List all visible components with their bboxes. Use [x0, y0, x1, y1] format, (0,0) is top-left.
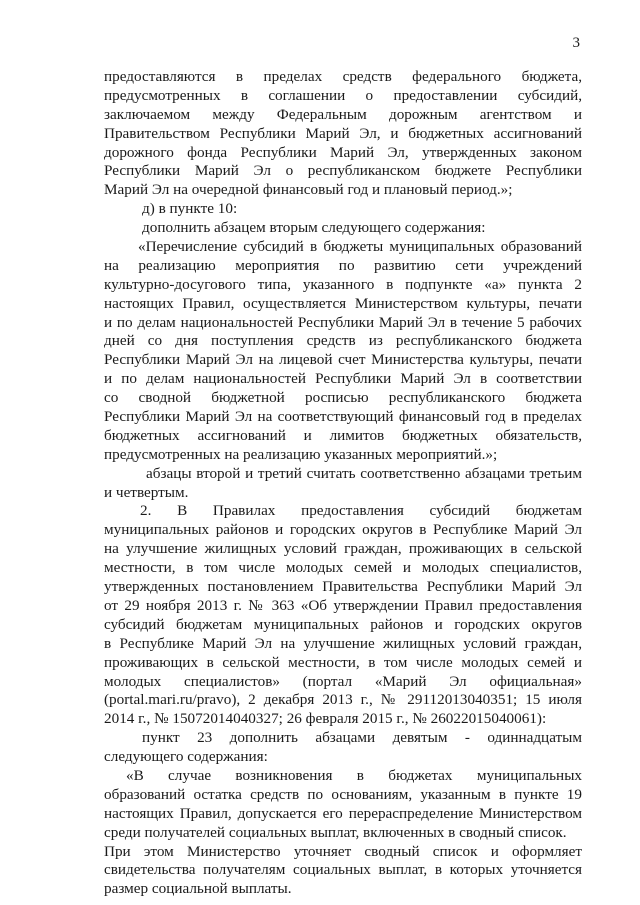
text-line: д) в пункте 10:: [142, 200, 238, 218]
text-line: настоящих Правил, допускается его перераспределение Министерством: [104, 804, 582, 822]
text-line: размер социальной выплаты.: [104, 880, 292, 898]
text-line: дорожного фонда Республики Марий Эл, утвержденных законом: [104, 143, 582, 161]
text-line: и четвертым.: [104, 483, 189, 501]
text-line: заключаемом между Федеральным дорожным агентством и: [104, 105, 582, 123]
text-line: дополнить абзацем вторым следующего содержания:: [142, 219, 486, 237]
text-line: субсидий бюджетам муниципальных районов и городских округов: [104, 615, 582, 633]
text-line: Республики Марий Эл на лицевой счет Министерства культуры, печати: [104, 351, 582, 369]
text-line: дней со дня поступления средств из республиканского бюджета: [104, 332, 582, 350]
text-line: и по делам национальностей Республики Марий Эл в соответствии: [104, 370, 582, 388]
page-number: 3: [572, 35, 580, 51]
text-line: следующего содержания:: [104, 748, 268, 766]
document-body: [104, 68, 582, 899]
text-line: настоящих Правил, осуществляется Министерством культуры, печати: [104, 294, 582, 312]
text-line: Марий Эл на очередной финансовый год и плановый период.»;: [104, 181, 513, 199]
text-line: Правительством Республики Марий Эл, и бюджетных ассигнований: [104, 124, 582, 142]
text-line: утвержденных постановлением Правительства Республики Марий Эл: [104, 578, 582, 596]
text-line: предусмотренных на реализацию указанных мероприятий.»;: [104, 445, 498, 463]
text-line: абзацы второй и третий считать соответственно абзацами третьим: [146, 464, 582, 482]
text-line: местности, в том числе молодых семей и молодых специалистов,: [104, 559, 582, 577]
text-line: муниципальных районов и городских округов в Республике Марий Эл: [104, 521, 582, 539]
text-line: свидетельства получателям социальных выплат, в которых уточняется: [104, 861, 582, 879]
text-line: культурно-досугового типа, указанного в подпункте «а» пункта 2: [104, 275, 582, 293]
text-line: «В случае возникновения в бюджетах муниципальных: [126, 766, 582, 784]
text-line: (portal.mari.ru/pravo), 2 декабря 2013 г., № 29112013040351; 15 июля: [104, 691, 582, 709]
text-line: со сводной бюджетной росписью республиканского бюджета: [104, 389, 582, 407]
text-line: на реализацию мероприятия по развитию сети учреждений: [104, 256, 582, 274]
text-line: 2. В Правилах предоставления субсидий бюджетам: [140, 502, 582, 520]
text-line: пункт 23 дополнить абзацами девятым - одиннадцатым: [142, 729, 582, 747]
text-line: «Перечисление субсидий в бюджеты муниципальных образований: [138, 238, 582, 256]
text-line: Республики Марий Эл на соответствующий финансовый год в пределах: [104, 408, 582, 426]
text-line: и по делам национальностей Республики Марий Эл в течение 5 рабочих: [104, 313, 582, 331]
text-line: Республики Марий Эл о республиканском бюджете Республики: [104, 162, 582, 180]
text-line: 2014 г., № 15072014040327; 26 февраля 2015 г., № 26022015040061):: [104, 710, 547, 728]
text-line: в Республике Марий Эл на улучшение жилищных условий граждан,: [104, 634, 582, 652]
text-line: от 29 ноября 2013 г. № 363 «Об утверждении Правил предоставления: [104, 596, 582, 614]
text-line: проживающих в сельской местности, в том числе молодых семей и: [104, 653, 582, 671]
text-line: молодых специалистов» (портал «Марий Эл официальная»: [104, 672, 582, 690]
text-line: образований остатка средств по основаниям, указанным в пункте 19: [104, 785, 582, 803]
text-line: предусмотренных в соглашении о предоставлении субсидий,: [104, 86, 582, 104]
text-line: на улучшение жилищных условий граждан, проживающих в сельской: [104, 540, 582, 558]
text-line: бюджетных ассигнований и лимитов бюджетных обязательств,: [104, 426, 582, 444]
text-line: предоставляются в пределах средств федерального бюджета,: [104, 68, 582, 85]
text-line: среди получателей социальных выплат, включенных в сводный список.: [104, 823, 567, 841]
text-line: При этом Министерство уточняет сводный список и оформляет: [104, 842, 582, 860]
